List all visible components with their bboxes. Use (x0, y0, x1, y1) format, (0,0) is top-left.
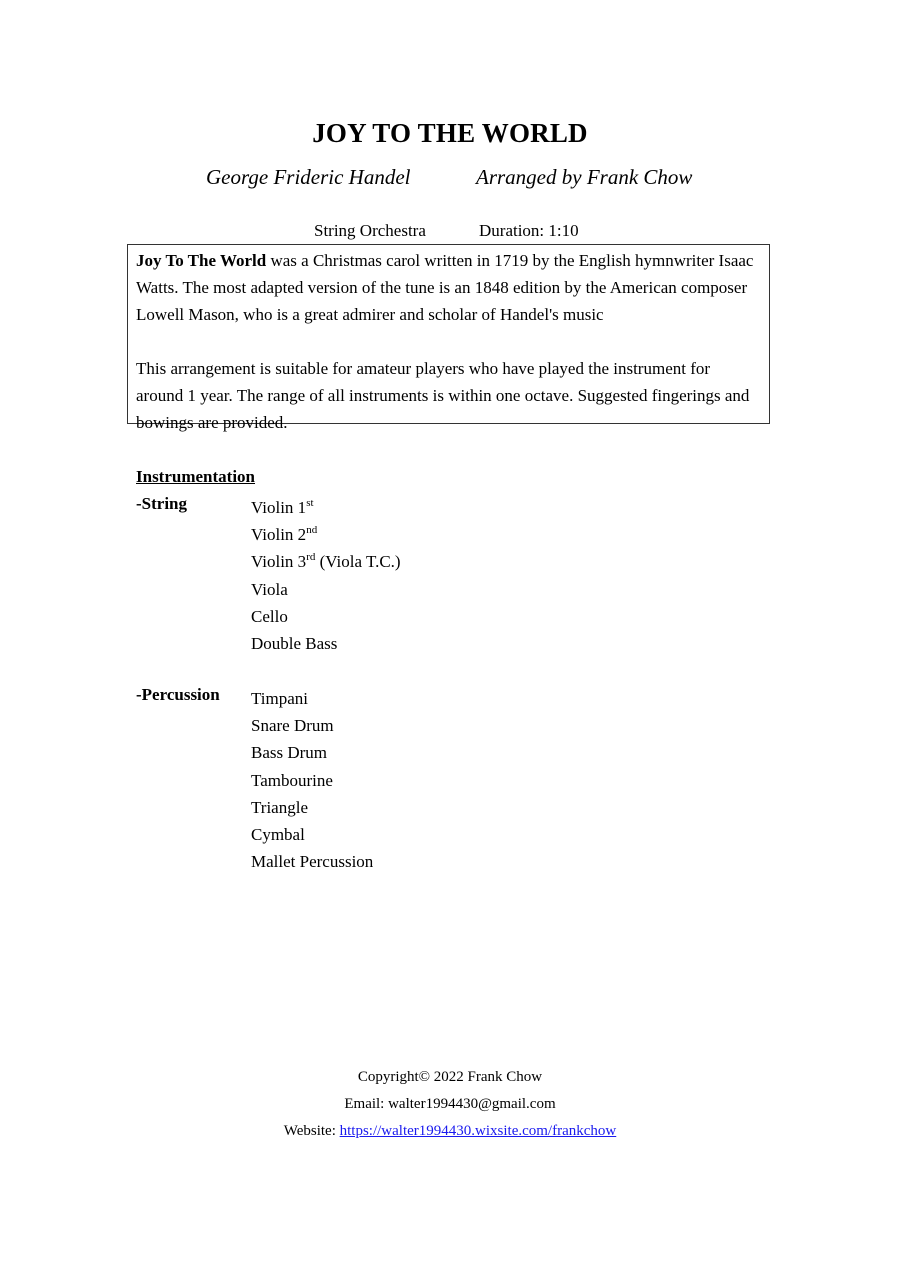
instrument-item: Cymbal (251, 825, 305, 845)
instrument-item: Cello (251, 606, 288, 626)
percussion-section-label: -Percussion (136, 685, 220, 704)
website-line (0, 1123, 900, 1140)
percussion-instrument-list (251, 685, 373, 875)
arranger-credit: Arranged by Frank Chow (476, 165, 693, 189)
ensemble-label: String Orchestra (314, 221, 426, 240)
instrument-item: Viola (251, 579, 288, 599)
string-section-label: -String (136, 494, 187, 513)
instrumentation-heading: Instrumentation (136, 467, 256, 486)
website-link[interactable]: https://walter1994430.wixsite.com/frankchow (339, 1123, 617, 1139)
copyright-text: Copyright© 2022 Frank Chow (357, 1069, 543, 1085)
instrument-item: Triangle (251, 797, 308, 817)
website-label: Website: (283, 1123, 340, 1139)
instrument-item: Snare Drum (251, 716, 334, 736)
description-paragraph-2: This arrangement is suitable for amateur players who have played the instrument for around 1 year. The range of all instruments is within one octave. Suggested fingerings and bowings are provided. (136, 359, 750, 432)
instrument-item: Double Bass (251, 634, 338, 654)
instrument-item: Tambourine (251, 770, 333, 790)
composer-name: George Frideric Handel (206, 165, 411, 189)
description-box (127, 244, 770, 432)
description-lead: Joy To The World (136, 251, 267, 270)
string-instrument-list (251, 494, 401, 657)
instrument-item: Violin 1st (251, 497, 314, 517)
page-title: JOY TO THE WORLD (312, 118, 588, 148)
instrument-item: Timpani (251, 689, 309, 708)
instrument-item: Violin 3rd (Viola T.C.) (251, 551, 401, 572)
email-text: Email: walter1994430@gmail.com (344, 1096, 556, 1112)
duration-label: Duration: 1:10 (479, 221, 579, 240)
instrument-item: Bass Drum (251, 743, 328, 763)
description-text-1: was a Christmas carol written in 1719 by the English hymnwriter Isaac Watts. The most adapted version of the tune is an 1848 edition by the American composer Lowell Mason, who is a great admirer and scholar of Handel's music (136, 251, 754, 324)
instrument-item: Mallet Percussion (251, 852, 374, 872)
description-paragraph-1 (136, 247, 761, 328)
instrument-item: Violin 2nd (251, 524, 318, 545)
